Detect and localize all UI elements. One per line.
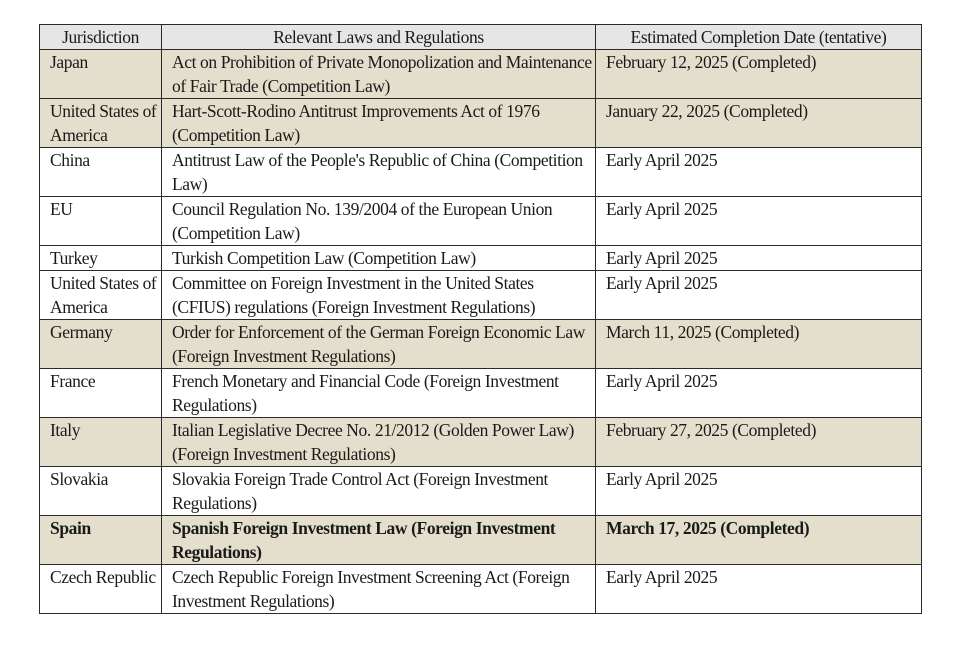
laws-cell: Council Regulation No. 139/2004 of the European Union (Competition Law): [162, 197, 596, 246]
table-row: [40, 565, 922, 614]
laws-cell: Order for Enforcement of the German Foreign Economic Law (Foreign Investment Regulations): [162, 320, 596, 369]
table-row: [40, 50, 922, 99]
header-row: [40, 25, 922, 50]
laws-cell: Czech Republic Foreign Investment Screening Act (Foreign Investment Regulations): [162, 565, 596, 614]
table-row: [40, 246, 922, 271]
laws-cell: French Monetary and Financial Code (Foreign Investment Regulations): [162, 369, 596, 418]
jurisdiction-cell: China: [40, 148, 162, 197]
laws-cell: Committee on Foreign Investment in the United States (CFIUS) regulations (Foreign Investment Regulations): [162, 271, 596, 320]
table-row: [40, 516, 922, 565]
table-row: [40, 320, 922, 369]
table-row: [40, 197, 922, 246]
laws-cell: Act on Prohibition of Private Monopolization and Maintenance of Fair Trade (Competition Law): [162, 50, 596, 99]
jurisdiction-cell: United States of America: [40, 271, 162, 320]
date-cell: Early April 2025: [596, 565, 922, 614]
jurisdiction-cell: Czech Republic: [40, 565, 162, 614]
table-row: [40, 369, 922, 418]
date-cell: March 17, 2025 (Completed): [596, 516, 922, 565]
date-cell: Early April 2025: [596, 467, 922, 516]
date-cell: February 12, 2025 (Completed): [596, 50, 922, 99]
table-row: [40, 148, 922, 197]
date-cell: January 22, 2025 (Completed): [596, 99, 922, 148]
header-laws: Relevant Laws and Regulations: [162, 25, 596, 50]
table-row: [40, 99, 922, 148]
laws-cell: Turkish Competition Law (Competition Law): [162, 246, 596, 271]
laws-cell: Slovakia Foreign Trade Control Act (Foreign Investment Regulations): [162, 467, 596, 516]
jurisdiction-cell: Italy: [40, 418, 162, 467]
table-row: [40, 271, 922, 320]
laws-cell: Antitrust Law of the People's Republic of China (Competition Law): [162, 148, 596, 197]
jurisdiction-cell: Slovakia: [40, 467, 162, 516]
date-cell: Early April 2025: [596, 271, 922, 320]
jurisdiction-cell: Germany: [40, 320, 162, 369]
jurisdiction-cell: United States of America: [40, 99, 162, 148]
jurisdiction-cell: France: [40, 369, 162, 418]
date-cell: Early April 2025: [596, 369, 922, 418]
laws-cell: Hart-Scott-Rodino Antitrust Improvements Act of 1976 (Competition Law): [162, 99, 596, 148]
header-date: Estimated Completion Date (tentative): [596, 25, 922, 50]
laws-cell: Italian Legislative Decree No. 21/2012 (Golden Power Law) (Foreign Investment Regulations): [162, 418, 596, 467]
table-header: [40, 25, 922, 50]
jurisdiction-cell: EU: [40, 197, 162, 246]
jurisdiction-cell: Turkey: [40, 246, 162, 271]
date-cell: February 27, 2025 (Completed): [596, 418, 922, 467]
jurisdiction-cell: Spain: [40, 516, 162, 565]
table-row: [40, 467, 922, 516]
table-body: [40, 50, 922, 614]
date-cell: Early April 2025: [596, 197, 922, 246]
regulatory-approvals-table: [39, 24, 922, 614]
table-row: [40, 418, 922, 467]
laws-cell: Spanish Foreign Investment Law (Foreign Investment Regulations): [162, 516, 596, 565]
date-cell: Early April 2025: [596, 246, 922, 271]
jurisdiction-cell: Japan: [40, 50, 162, 99]
header-jurisdiction: Jurisdiction: [40, 25, 162, 50]
date-cell: March 11, 2025 (Completed): [596, 320, 922, 369]
date-cell: Early April 2025: [596, 148, 922, 197]
